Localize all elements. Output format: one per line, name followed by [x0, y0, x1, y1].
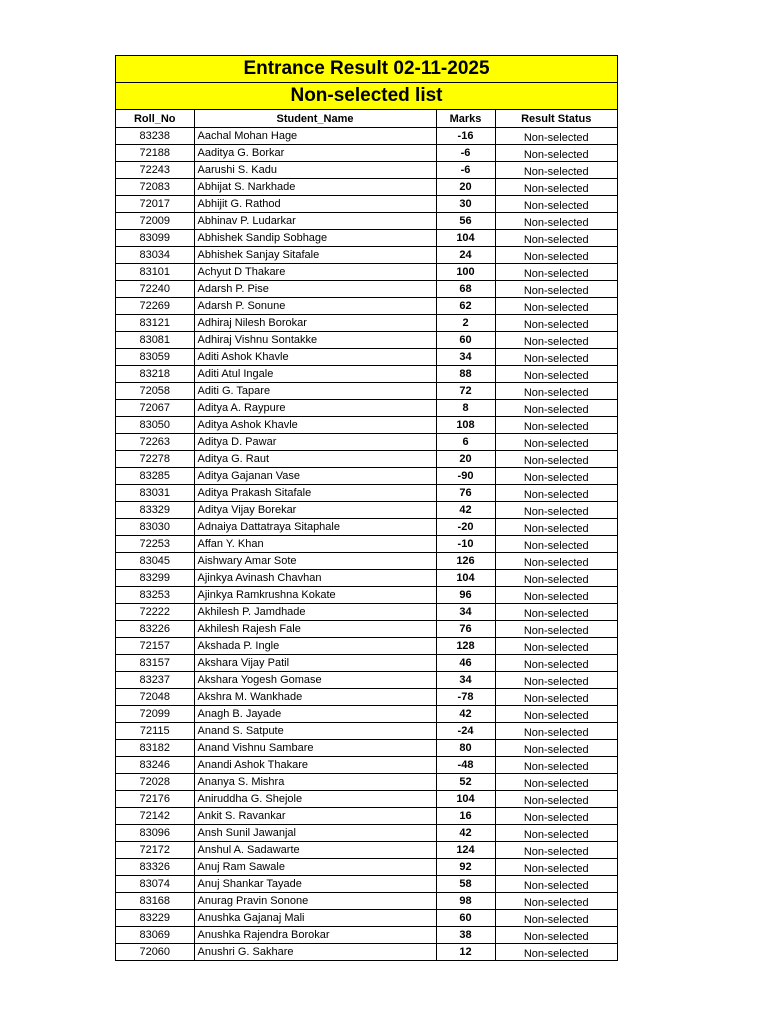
student-name-cell: Ananya S. Mishra [194, 774, 436, 791]
table-row [116, 519, 617, 536]
student-name-cell: Abhishek Sandip Sobhage [194, 230, 436, 247]
student-name-cell: Adhiraj Vishnu Sontakke [194, 332, 436, 349]
student-name-cell: Akhilesh P. Jamdhade [194, 604, 436, 621]
table-row [116, 825, 617, 842]
table-row [116, 179, 617, 196]
marks-cell: 128 [436, 638, 495, 655]
marks-cell: 34 [436, 672, 495, 689]
table-row [116, 706, 617, 723]
result-status-cell: Non-selected [495, 247, 617, 264]
marks-cell: 62 [436, 298, 495, 315]
student-name-cell: Abhijit G. Rathod [194, 196, 436, 213]
marks-cell: 96 [436, 587, 495, 604]
student-name-cell: Aditya D. Pawar [194, 434, 436, 451]
student-name-cell: Anurag Pravin Sonone [194, 893, 436, 910]
table-row [116, 383, 617, 400]
student-name-cell: Affan Y. Khan [194, 536, 436, 553]
student-name-cell: Akshra M. Wankhade [194, 689, 436, 706]
roll-no-cell: 83050 [116, 417, 194, 434]
result-status-cell: Non-selected [495, 536, 617, 553]
result-status-cell: Non-selected [495, 621, 617, 638]
table-row [116, 485, 617, 502]
student-name-cell: Akhilesh Rajesh Fale [194, 621, 436, 638]
result-sheet [115, 55, 618, 961]
roll-no-cell: 72278 [116, 451, 194, 468]
roll-no-cell: 83121 [116, 315, 194, 332]
table-row [116, 893, 617, 910]
marks-cell: -48 [436, 757, 495, 774]
student-name-cell: Anushka Rajendra Borokar [194, 927, 436, 944]
student-name-cell: Aditya Gajanan Vase [194, 468, 436, 485]
marks-cell: 20 [436, 179, 495, 196]
table-row [116, 315, 617, 332]
table-row [116, 604, 617, 621]
result-status-cell: Non-selected [495, 893, 617, 910]
roll-no-cell: 83229 [116, 910, 194, 927]
header-result-status: Result Status [495, 110, 617, 128]
result-status-cell: Non-selected [495, 417, 617, 434]
result-status-cell: Non-selected [495, 791, 617, 808]
roll-no-cell: 83099 [116, 230, 194, 247]
marks-cell: -6 [436, 162, 495, 179]
result-status-cell: Non-selected [495, 689, 617, 706]
student-name-cell: Aditi Atul Ingale [194, 366, 436, 383]
roll-no-cell: 83074 [116, 876, 194, 893]
table-row [116, 196, 617, 213]
marks-cell: 24 [436, 247, 495, 264]
table-row [116, 298, 617, 315]
document-title: Entrance Result 02-11-2025 [116, 56, 617, 83]
table-row [116, 434, 617, 451]
result-status-cell: Non-selected [495, 281, 617, 298]
table-body [116, 128, 617, 961]
result-status-cell: Non-selected [495, 196, 617, 213]
table-row [116, 808, 617, 825]
marks-cell: 104 [436, 230, 495, 247]
table-row [116, 774, 617, 791]
result-status-cell: Non-selected [495, 332, 617, 349]
student-name-cell: Aniruddha G. Shejole [194, 791, 436, 808]
student-name-cell: Aaditya G. Borkar [194, 145, 436, 162]
table-row [116, 332, 617, 349]
marks-cell: 72 [436, 383, 495, 400]
table-row [116, 502, 617, 519]
roll-no-cell: 72269 [116, 298, 194, 315]
result-status-cell: Non-selected [495, 927, 617, 944]
result-status-cell: Non-selected [495, 587, 617, 604]
roll-no-cell: 72157 [116, 638, 194, 655]
result-status-cell: Non-selected [495, 264, 617, 281]
marks-cell: 68 [436, 281, 495, 298]
marks-cell: 108 [436, 417, 495, 434]
result-status-cell: Non-selected [495, 230, 617, 247]
result-status-cell: Non-selected [495, 706, 617, 723]
table-row [116, 910, 617, 927]
result-status-cell: Non-selected [495, 213, 617, 230]
marks-cell: 100 [436, 264, 495, 281]
roll-no-cell: 72253 [116, 536, 194, 553]
result-status-cell: Non-selected [495, 604, 617, 621]
roll-no-cell: 83285 [116, 468, 194, 485]
header-roll-no: Roll_No [116, 110, 194, 128]
result-status-cell: Non-selected [495, 825, 617, 842]
marks-cell: 20 [436, 451, 495, 468]
roll-no-cell: 83045 [116, 553, 194, 570]
student-name-cell: Adhiraj Nilesh Borokar [194, 315, 436, 332]
result-status-cell: Non-selected [495, 400, 617, 417]
header-student-name: Student_Name [194, 110, 436, 128]
table-row [116, 366, 617, 383]
result-status-cell: Non-selected [495, 468, 617, 485]
result-status-cell: Non-selected [495, 349, 617, 366]
marks-cell: 98 [436, 893, 495, 910]
student-name-cell: Ankit S. Ravankar [194, 808, 436, 825]
result-status-cell: Non-selected [495, 740, 617, 757]
result-status-cell: Non-selected [495, 910, 617, 927]
student-name-cell: Achyut D Thakare [194, 264, 436, 281]
student-name-cell: Akshara Vijay Patil [194, 655, 436, 672]
marks-cell: 8 [436, 400, 495, 417]
roll-no-cell: 83238 [116, 128, 194, 145]
roll-no-cell: 72222 [116, 604, 194, 621]
table-row [116, 791, 617, 808]
student-name-cell: Anandi Ashok Thakare [194, 757, 436, 774]
roll-no-cell: 72172 [116, 842, 194, 859]
table-row [116, 451, 617, 468]
table-row [116, 417, 617, 434]
result-status-cell: Non-selected [523, 948, 589, 960]
result-status-cell: Non-selected [495, 145, 617, 162]
table-row [116, 264, 617, 281]
results-table [116, 110, 617, 960]
table-row [116, 553, 617, 570]
roll-no-cell: 83031 [116, 485, 194, 502]
result-status-cell: Non-selected [495, 366, 617, 383]
roll-no-cell: 72142 [116, 808, 194, 825]
student-name-cell: Anushri G. Sakhare [194, 944, 436, 961]
table-row [116, 621, 617, 638]
roll-no-cell: 72176 [116, 791, 194, 808]
roll-no-cell: 83218 [116, 366, 194, 383]
result-status-cell: Non-selected [495, 128, 617, 145]
result-status-cell: Non-selected [495, 179, 617, 196]
table-row [116, 468, 617, 485]
table-row [116, 723, 617, 740]
roll-no-cell: 83157 [116, 655, 194, 672]
roll-no-cell: 83096 [116, 825, 194, 842]
student-name-cell: Aditi G. Tapare [194, 383, 436, 400]
roll-no-cell: 83246 [116, 757, 194, 774]
marks-cell: 2 [436, 315, 495, 332]
student-name-cell: Akshara Yogesh Gomase [194, 672, 436, 689]
student-name-cell: Aarushi S. Kadu [194, 162, 436, 179]
marks-cell: 12 [436, 944, 495, 961]
student-name-cell: Abhinav P. Ludarkar [194, 213, 436, 230]
table-row [116, 570, 617, 587]
table-row [116, 128, 617, 145]
roll-no-cell: 83168 [116, 893, 194, 910]
roll-no-cell: 72017 [116, 196, 194, 213]
result-status-cell: Non-selected [495, 162, 617, 179]
result-status-cell: Non-selected [495, 723, 617, 740]
header-marks: Marks [436, 110, 495, 128]
table-header-row [116, 110, 617, 128]
table-row [116, 162, 617, 179]
table-row [116, 638, 617, 655]
table-row [116, 859, 617, 876]
student-name-cell: Aditya G. Raut [194, 451, 436, 468]
table-row [116, 281, 617, 298]
marks-cell: 104 [436, 570, 495, 587]
roll-no-cell: 83329 [116, 502, 194, 519]
marks-cell: -16 [436, 128, 495, 145]
student-name-cell: Anand Vishnu Sambare [194, 740, 436, 757]
marks-cell: 6 [436, 434, 495, 451]
student-name-cell: Aditya Prakash Sitafale [194, 485, 436, 502]
roll-no-cell: 72188 [116, 145, 194, 162]
table-row [116, 842, 617, 859]
table-row [116, 655, 617, 672]
student-name-cell: Adarsh P. Sonune [194, 298, 436, 315]
result-status-cell: Non-selected [495, 655, 617, 672]
result-status-cell: Non-selected [495, 672, 617, 689]
roll-no-cell: 83237 [116, 672, 194, 689]
table-row [116, 213, 617, 230]
marks-cell: 34 [436, 349, 495, 366]
roll-no-cell: 72048 [116, 689, 194, 706]
result-status-cell: Non-selected [495, 519, 617, 536]
table-row [116, 944, 617, 961]
result-status-cell: Non-selected [495, 842, 617, 859]
marks-cell: 42 [436, 825, 495, 842]
result-status-cell: Non-selected [495, 553, 617, 570]
student-name-cell: Ajinkya Ramkrushna Kokate [194, 587, 436, 604]
table-row [116, 927, 617, 944]
marks-cell: 52 [436, 774, 495, 791]
marks-cell: 30 [436, 196, 495, 213]
roll-no-cell: 83253 [116, 587, 194, 604]
roll-no-cell: 83226 [116, 621, 194, 638]
marks-cell: 92 [436, 859, 495, 876]
result-status-cell: Non-selected [495, 570, 617, 587]
table-row [116, 587, 617, 604]
student-name-cell: Anushka Gajanaj Mali [194, 910, 436, 927]
document-subtitle: Non-selected list [116, 83, 617, 110]
roll-no-cell: 72240 [116, 281, 194, 298]
student-name-cell: Aditya Ashok Khavle [194, 417, 436, 434]
marks-cell: 88 [436, 366, 495, 383]
marks-cell: -24 [436, 723, 495, 740]
marks-cell: -20 [436, 519, 495, 536]
student-name-cell: Aditya Vijay Borekar [194, 502, 436, 519]
student-name-cell: Anagh B. Jayade [194, 706, 436, 723]
student-name-cell: Aishwary Amar Sote [194, 553, 436, 570]
result-status-cell: Non-selected [495, 502, 617, 519]
roll-no-cell: 83030 [116, 519, 194, 536]
student-name-cell: Anuj Shankar Tayade [194, 876, 436, 893]
table-row [116, 740, 617, 757]
student-name-cell: Aditi Ashok Khavle [194, 349, 436, 366]
table-row [116, 876, 617, 893]
table-row [116, 349, 617, 366]
roll-no-cell: 72083 [116, 179, 194, 196]
roll-no-cell: 72009 [116, 213, 194, 230]
marks-cell: 60 [436, 910, 495, 927]
marks-cell: 80 [436, 740, 495, 757]
marks-cell: 38 [436, 927, 495, 944]
marks-cell: 104 [436, 791, 495, 808]
roll-no-cell: 83299 [116, 570, 194, 587]
marks-cell: 42 [436, 706, 495, 723]
marks-cell: 34 [436, 604, 495, 621]
marks-cell: 60 [436, 332, 495, 349]
roll-no-cell: 83059 [116, 349, 194, 366]
roll-no-cell: 72263 [116, 434, 194, 451]
table-row [116, 400, 617, 417]
marks-cell: 76 [436, 621, 495, 638]
marks-cell: 76 [436, 485, 495, 502]
marks-cell: 42 [436, 502, 495, 519]
student-name-cell: Anuj Ram Sawale [194, 859, 436, 876]
result-status-cell: Non-selected [495, 876, 617, 893]
student-name-cell: Anshul A. Sadawarte [194, 842, 436, 859]
roll-no-cell: 83081 [116, 332, 194, 349]
student-name-cell: Adarsh P. Pise [194, 281, 436, 298]
student-name-cell: Anand S. Satpute [194, 723, 436, 740]
table-row [116, 145, 617, 162]
marks-cell: 46 [436, 655, 495, 672]
result-status-cell: Non-selected [495, 638, 617, 655]
roll-no-cell: 83326 [116, 859, 194, 876]
roll-no-cell: 83034 [116, 247, 194, 264]
student-name-cell: Abhijat S. Narkhade [194, 179, 436, 196]
result-status-cell: Non-selected [495, 757, 617, 774]
marks-cell: 124 [436, 842, 495, 859]
student-name-cell: Ansh Sunil Jawanjal [194, 825, 436, 842]
roll-no-cell: 83182 [116, 740, 194, 757]
result-status-cell: Non-selected [495, 383, 617, 400]
student-name-cell: Aditya A. Raypure [194, 400, 436, 417]
result-status-cell: Non-selected [495, 298, 617, 315]
roll-no-cell: 72115 [116, 723, 194, 740]
marks-cell: -90 [436, 468, 495, 485]
result-status-cell: Non-selected [495, 485, 617, 502]
roll-no-cell: 72099 [116, 706, 194, 723]
table-row [116, 230, 617, 247]
result-status-cell: Non-selected [495, 774, 617, 791]
roll-no-cell: 72028 [116, 774, 194, 791]
marks-cell: 16 [436, 808, 495, 825]
table-row [116, 672, 617, 689]
result-status-cell: Non-selected [495, 315, 617, 332]
marks-cell: -6 [436, 145, 495, 162]
roll-no-cell: 72067 [116, 400, 194, 417]
roll-no-cell: 83101 [116, 264, 194, 281]
marks-cell: 126 [436, 553, 495, 570]
roll-no-cell: 72058 [116, 383, 194, 400]
result-status-cell: Non-selected [495, 808, 617, 825]
roll-no-cell: 72243 [116, 162, 194, 179]
roll-no-cell: 72060 [116, 944, 194, 961]
student-name-cell: Ajinkya Avinash Chavhan [194, 570, 436, 587]
table-row [116, 536, 617, 553]
student-name-cell: Aachal Mohan Hage [194, 128, 436, 145]
roll-no-cell: 83069 [116, 927, 194, 944]
result-status-cell: Non-selected [495, 434, 617, 451]
result-status-cell: Non-selected [495, 451, 617, 468]
table-row [116, 689, 617, 706]
marks-cell: 58 [436, 876, 495, 893]
marks-cell: -78 [436, 689, 495, 706]
result-status-cell: Non-selected [495, 859, 617, 876]
student-name-cell: Akshada P. Ingle [194, 638, 436, 655]
student-name-cell: Abhishek Sanjay Sitafale [194, 247, 436, 264]
student-name-cell: Adnaiya Dattatraya Sitaphale [194, 519, 436, 536]
marks-cell: -10 [436, 536, 495, 553]
table-row [116, 757, 617, 774]
table-row [116, 247, 617, 264]
marks-cell: 56 [436, 213, 495, 230]
